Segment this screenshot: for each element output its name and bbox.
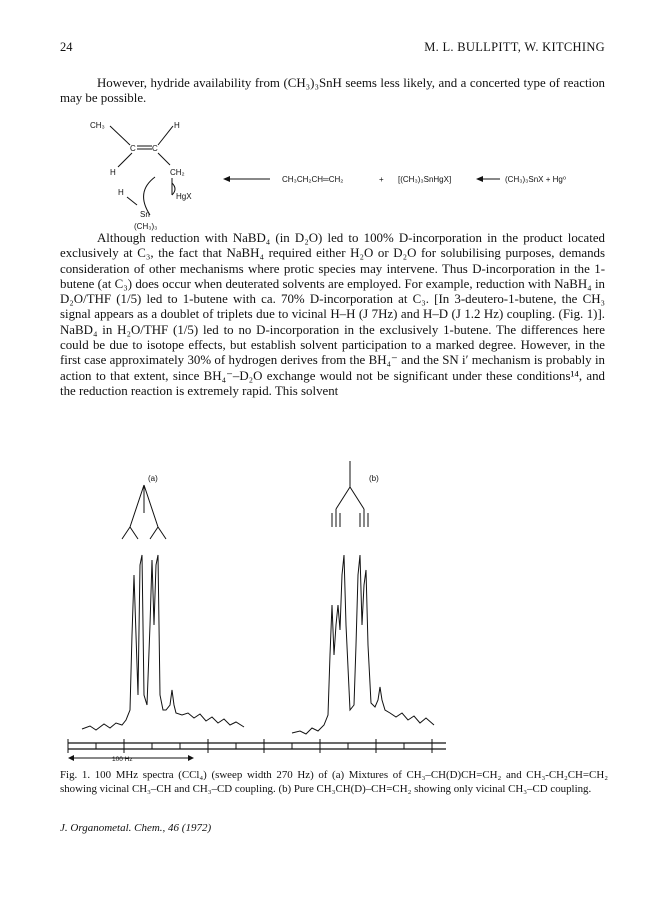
reactant-c2-label: C (152, 144, 158, 153)
figure-caption: Fig. 1. 100 MHz spectra (CCl₄) (sweep width 270 Hz) of (a) Mixtures of CH₃–CH(D)CH=CH₂ and CH₃-CH₂CH=CH₂ showing vicinal CH₃–CH and CH₃–CD coupling. (b) Pure CH₃CH(D)–CH=CH₂ showing only vicinal CH₃–CD coupling. (60, 769, 608, 795)
reaction-scheme (60, 115, 605, 235)
spectrum-a-trace (82, 555, 244, 730)
stick-b-lines (332, 509, 368, 527)
reactant-ch2-label: CH₂ (170, 168, 185, 177)
paragraph-hydride-availability (60, 76, 605, 107)
scale-ticks (68, 739, 432, 753)
stick-b-branches (336, 487, 364, 509)
intermediate-complex: [(CH₃)₃SnHgX] (398, 175, 452, 184)
reactant-ch3-label: CH₃ (90, 121, 105, 130)
decomposition-arrow-head (476, 176, 483, 182)
spectrum-b-label: (b) (369, 474, 379, 483)
running-head-authors: M. L. BULLPITT, W. KITCHING (424, 40, 605, 54)
spectrum-a-label: (a) (148, 474, 158, 483)
product-1-butene: CH₃CH₂CH═CH₂ (282, 175, 344, 184)
journal-reference: J. Organometal. Chem., 46 (1972) (60, 822, 212, 834)
reactant-hgx-label: HgX (176, 192, 192, 201)
stick-a-sub-branches (122, 527, 166, 539)
page-header (60, 40, 605, 56)
final-products: (CH₃)₃SnX + Hg⁰ (505, 175, 567, 184)
paragraph-text: However, hydride availability from (CH₃)₃SnH seems less likely, and a concerted type of reaction may be possible. (60, 76, 605, 106)
page-number: 24 (60, 40, 73, 54)
reactant-sn-label: Sn (140, 210, 150, 219)
nmr-spectra-figure (60, 455, 620, 775)
reaction-arrow-head (223, 176, 230, 182)
paragraph-reduction-discussion (60, 231, 605, 399)
scale-arrow-left (68, 755, 74, 761)
bond-h-c (158, 126, 173, 145)
reactant-h-left-label: H (110, 168, 116, 177)
spectrum-b-trace (292, 555, 434, 734)
reactant-sn-methyl-label: (CH₃)₃ (134, 222, 158, 231)
reactant-c1-label: C (130, 144, 136, 153)
scale-arrow-right (188, 755, 194, 761)
bond-c-ch2 (158, 153, 170, 165)
reactant-h-lower-label: H (118, 188, 124, 197)
bond-c-h-left (118, 153, 132, 167)
paragraph-text: Although reduction with NaBD₄ (in D₂O) led to 100% D-incorporation in the product located exclusively at C₃, the fact that NaBH₄ required either H₂O or D₂O for solubilising purposes, demands consideration of other mechanisms where protic species may intervene. Thus D-incorporation in the 1-butene (at C₃) does occur when deuterated solvents are employed. For example, reduction with NaBH₄ in D₂O/THF (1/5) led to 1-butene with ca. 70% D-incorporation at C₃. [In 3-deutero-1-butene, the CH₃ signal appears as a doublet of triplets due to vicinal H–H (J 7Hz) and H–D (J 1.2 Hz) coupling. (Fig. 1)]. NaBD₄ in H₂O/THF (1/5) led to no D-incorporation in the exclusively 1-butene. The differences here could be due to isotope effects, but establish solvent participation to a marked degree. However, in the first case approximately 30% of hydrogen derives from the BH₄⁻ and the SN i′ mechanism is probably in action to that extent, since BH₄⁻–D₂O exchange would not be significant under these conditions¹⁴, and the reduction reaction is extremely rapid. This solvent (60, 231, 605, 398)
bond-h-sn (127, 197, 137, 205)
plus-sign: + (379, 175, 384, 184)
reactant-h-top-label: H (174, 121, 180, 130)
bond-ch3-c (110, 126, 130, 145)
scale-100hz-label: 100 Hz (112, 756, 133, 763)
